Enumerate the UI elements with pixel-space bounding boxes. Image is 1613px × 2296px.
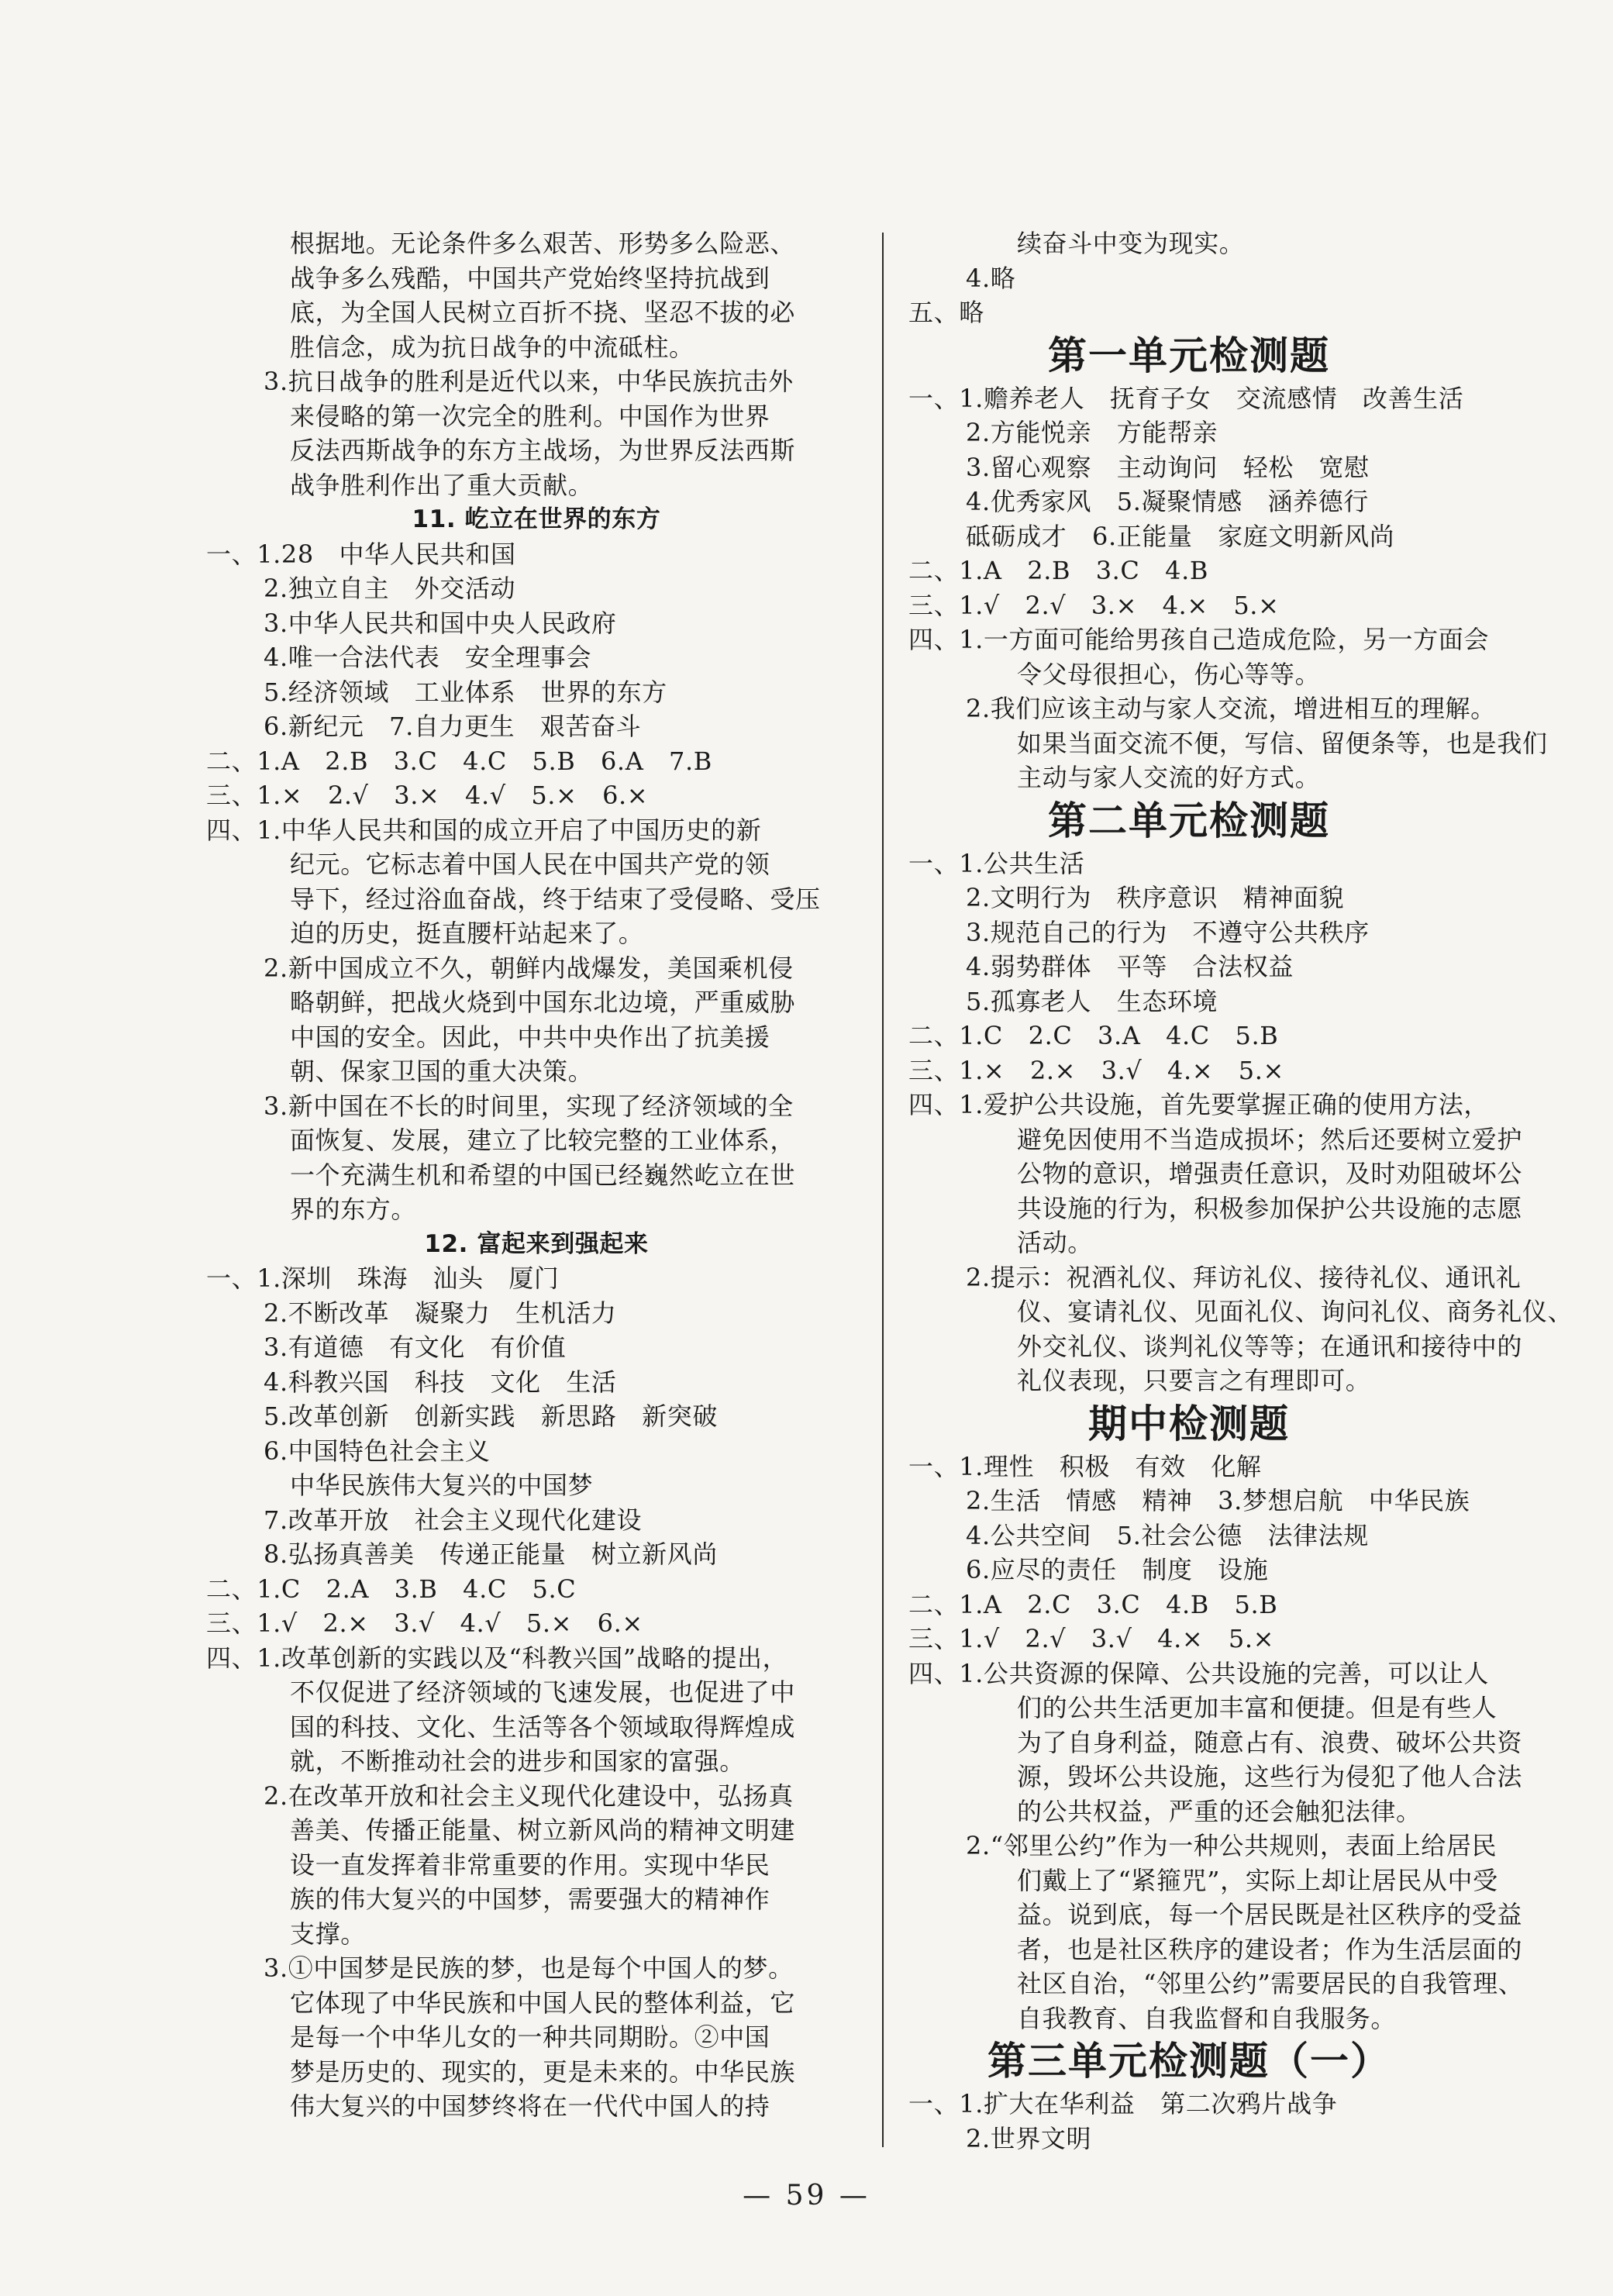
answer-line: 3.留心观察 主动询问 轻松 宽慰 (966, 452, 1370, 482)
answer-line: 续奋斗中变为现实。 (1017, 229, 1245, 258)
answer-line: 不仅促进了经济领域的飞速发展，也促进了中 (290, 1677, 796, 1707)
answer-line: 们戴上了“紧箍咒”，实际上却让居民从中受 (1017, 1865, 1498, 1895)
answer-line: 国的科技、文化、生活等各个领域取得辉煌成 (290, 1712, 796, 1742)
answer-line: 底，为全国人民树立百折不挠、坚忍不拔的必 (290, 298, 796, 327)
answer-line: 8.弘扬真善美 传递正能量 树立新风尚 (264, 1539, 718, 1569)
answer-line: 梦是历史的、现实的，更是未来的。中华民族 (290, 2056, 796, 2087)
answer-line: 4.唯一合法代表 安全理事会 (264, 643, 591, 672)
answer-line: 者，也是社区秩序的建设者；作为生活层面的 (1017, 1934, 1523, 1964)
answer-line: 4.公共空间 5.社会公德 法律法规 (966, 1520, 1369, 1550)
answer-line: 2.在改革开放和社会主义现代化建设中，弘扬真 (264, 1781, 794, 1811)
answer-line: 砥砺成才 6.正能量 家庭文明新风尚 (966, 521, 1395, 551)
answer-line: 二、1.C 2.A 3.B 4.C 5.C (206, 1574, 577, 1604)
answer-line: 7.改革开放 社会主义现代化建设 (264, 1505, 643, 1535)
answer-line: 2.“邻里公约”作为一种公共规则，表面上给居民 (966, 1831, 1498, 1860)
lesson-title: 12. 富起来到强起来 (424, 1229, 649, 1258)
answer-line: 4.优秀家风 5.凝聚情感 涵养德行 (966, 487, 1369, 516)
section-heading: 第二单元检测题 (1048, 798, 1330, 843)
answer-line: 它体现了中华民族和中国人民的整体利益，它 (290, 1987, 796, 2018)
answer-line: 一、1.扩大在华利益 第二次鸦片战争 (908, 2089, 1338, 2118)
answer-line: 2.提示：祝酒礼仪、拜访礼仪、接待礼仪、通讯礼 (966, 1262, 1522, 1292)
answer-line: 为了自身利益，随意占有、浪费、破坏公共资 (1017, 1727, 1523, 1757)
answer-line: 公物的意识，增强责任意识，及时劝阻破坏公 (1017, 1159, 1523, 1188)
answer-line: 五、略 (908, 298, 984, 327)
answer-line: 3.抗日战争的胜利是近代以来，中华民族抗击外 (264, 367, 794, 396)
answer-line: 界的东方。 (290, 1195, 417, 1224)
answer-line: 4.略 (966, 263, 1016, 293)
answer-line: 的公共权益，严重的还会触犯法律。 (1017, 1796, 1422, 1826)
answer-line: 们的公共生活更加丰富和便捷。但是有些人 (1017, 1693, 1498, 1722)
answer-line: 支撑。 (290, 1919, 366, 1949)
left-column (206, 226, 867, 2124)
answer-line: 纪元。它标志着中国人民在中国共产党的领 (290, 850, 770, 879)
answer-line: 二、1.C 2.C 3.A 4.C 5.B (908, 1021, 1279, 1050)
column-divider (882, 233, 884, 2147)
answer-line: 3.有道德 有文化 有价值 (264, 1332, 567, 1362)
answer-line: 面恢复、发展，建立了比较完整的工业体系， (290, 1126, 796, 1155)
answer-line: 2.独立自主 外交活动 (264, 574, 516, 603)
answer-line: 2.生活 情感 精神 3.梦想启航 中华民族 (966, 1486, 1470, 1515)
answer-line: 一、1.公共生活 (908, 848, 1085, 878)
answer-line: 胜信念，成为抗日战争的中流砥柱。 (290, 332, 694, 362)
answer-line: 外交礼仪、谈判礼仪等等；在通讯和接待中的 (1017, 1331, 1523, 1361)
answer-line: 朝、保家卫国的重大决策。 (290, 1057, 594, 1086)
answer-line: 2.新中国成立不久，朝鲜内战爆发，美国乘机侵 (264, 953, 794, 983)
answer-line: 益。说到底，每一个居民既是社区秩序的受益 (1017, 1900, 1523, 1929)
answer-line: 2.我们应该主动与家人交流，增进相互的理解。 (966, 694, 1496, 723)
answer-line: 反法西斯战争的东方主战场，为世界反法西斯 (290, 436, 796, 465)
section-heading: 第一单元检测题 (1048, 333, 1330, 378)
answer-line: 一、1.深圳 珠海 汕头 厦门 (206, 1263, 560, 1293)
answer-line: 伟大复兴的中国梦终将在一代代中国人的持 (290, 2091, 770, 2121)
answer-line: 四、1.中华人民共和国的成立开启了中国历史的新 (206, 815, 762, 845)
answer-line: 共设施的行为，积极参加保护公共设施的志愿 (1017, 1193, 1523, 1223)
answer-line: 活动。 (1017, 1228, 1093, 1257)
answer-line: 二、1.A 2.B 3.C 4.B (908, 556, 1208, 585)
section-heading: 期中检测题 (1088, 1401, 1290, 1446)
answer-line: 一、1.赡养老人 抚育子女 交流感情 改善生活 (908, 383, 1464, 413)
answer-line: 自我教育、自我监督和自我服务。 (1017, 2003, 1397, 2033)
answer-line: 三、1.√ 2.× 3.√ 4.√ 5.× 6.× (206, 1608, 643, 1638)
answer-line: 2.不断改革 凝聚力 生机活力 (264, 1298, 617, 1328)
answer-line: 6.中国特色社会主义 (264, 1436, 491, 1466)
right-column (908, 226, 1573, 2156)
answer-line: 2.方能悦亲 方能帮亲 (966, 418, 1218, 447)
answer-line: 战争多么残酷，中国共产党始终坚持抗战到 (290, 263, 770, 293)
answer-line: 三、1.√ 2.√ 3.√ 4.× 5.× (908, 1624, 1275, 1653)
answer-line: 三、1.× 2.√ 3.× 4.√ 5.× 6.× (206, 781, 649, 810)
answer-line: 6.应尽的责任 制度 设施 (966, 1555, 1269, 1584)
answer-line: 2.世界文明 (966, 2123, 1092, 2153)
answer-line: 四、1.一方面可能给男孩自己造成危险，另一方面会 (908, 625, 1489, 654)
answer-line: 3.中华人民共和国中央人民政府 (264, 608, 617, 638)
answer-line: 中华民族伟大复兴的中国梦 (290, 1470, 594, 1500)
answer-line: 三、1.√ 2.√ 3.× 4.× 5.× (908, 590, 1280, 620)
answer-line: 社区自治，“邻里公约”需要居民的自我管理、 (1017, 1969, 1524, 1998)
answer-line: 二、1.A 2.C 3.C 4.B 5.B (908, 1589, 1278, 1619)
answer-line: 3.①中国梦是民族的梦，也是每个中国人的梦。 (264, 1953, 794, 1983)
answer-line: 战争胜利作出了重大贡献。 (290, 470, 594, 500)
answer-line: 中国的安全。因此，中共中央作出了抗美援 (290, 1022, 770, 1052)
answer-line: 主动与家人交流的好方式。 (1017, 763, 1321, 792)
answer-line: 5.经济领域 工业体系 世界的东方 (264, 677, 667, 707)
answer-line: 设一直发挥着非常重要的作用。实现中华民 (290, 1850, 770, 1880)
answer-line: 根据地。无论条件多么艰苦、形势多么险恶、 (290, 229, 796, 258)
answer-line: 一、1.28 中华人民共和国 (206, 539, 516, 569)
answer-line: 5.改革创新 创新实践 新思路 新突破 (264, 1401, 718, 1431)
answer-line: 一个充满生机和希望的中国已经巍然屹立在世 (290, 1160, 796, 1190)
answer-line: 三、1.× 2.× 3.√ 4.× 5.× (908, 1055, 1284, 1085)
answer-line: 来侵略的第一次完全的胜利。中国作为世界 (290, 401, 770, 431)
answer-line: 导下，经过浴血奋战，终于结束了受侵略、受压 (290, 884, 821, 914)
answer-line: 善美、传播正能量、树立新风尚的精神文明建 (290, 1815, 796, 1845)
answer-line: 仪、宴请礼仪、见面礼仪、询问礼仪、商务礼仪、 (1017, 1297, 1573, 1326)
answer-line: 一、1.理性 积极 有效 化解 (908, 1451, 1262, 1481)
answer-line: 略朝鲜，把战火烧到中国东北边境，严重威胁 (290, 988, 796, 1017)
answer-line: 四、1.爱护公共设施，首先要掌握正确的使用方法， (908, 1090, 1489, 1119)
answer-line: 4.科教兴国 科技 文化 生活 (264, 1367, 617, 1397)
answer-line: 礼仪表现，只要言之有理即可。 (1017, 1366, 1371, 1395)
answer-line: 是每一个中华儿女的一种共同期盼。②中国 (290, 2022, 770, 2052)
answer-line: 避免因使用不当造成损坏；然后还要树立爱护 (1017, 1124, 1523, 1154)
answer-line: 6.新纪元 7.自力更生 艰苦奋斗 (264, 712, 642, 741)
answer-line: 4.弱势群体 平等 合法权益 (966, 952, 1294, 981)
answer-line: 源，毁坏公共设施，这些行为侵犯了他人合法 (1017, 1762, 1523, 1791)
answer-line: 四、1.改革创新的实践以及“科教兴国”战略的提出， (206, 1643, 788, 1673)
section-heading: 第三单元检测题（一） (987, 2039, 1391, 2084)
answer-line: 族的伟大复兴的中国梦，需要强大的精神作 (290, 1884, 770, 1914)
answer-line: 四、1.公共资源的保障、公共设施的完善，可以让人 (908, 1658, 1489, 1688)
answer-line: 2.文明行为 秩序意识 精神面貌 (966, 883, 1345, 912)
answer-line: 3.新中国在不长的时间里，实现了经济领域的全 (264, 1091, 794, 1121)
answer-line: 迫的历史，挺直腰杆站起来了。 (290, 919, 644, 948)
answer-line: 如果当面交流不便，写信、留便条等，也是我们 (1017, 728, 1548, 758)
page-number: — 59 — (743, 2180, 870, 2212)
lesson-title: 11. 屹立在世界的东方 (412, 505, 661, 533)
answer-line: 二、1.A 2.B 3.C 4.C 5.B 6.A 7.B (206, 746, 712, 776)
answer-line: 5.孤寡老人 生态环境 (966, 986, 1218, 1016)
answer-line: 令父母很担心，伤心等等。 (1017, 659, 1321, 689)
answer-line: 3.规范自己的行为 不遵守公共秩序 (966, 917, 1370, 947)
answer-line: 就，不断推动社会的进步和国家的富强。 (290, 1746, 745, 1776)
